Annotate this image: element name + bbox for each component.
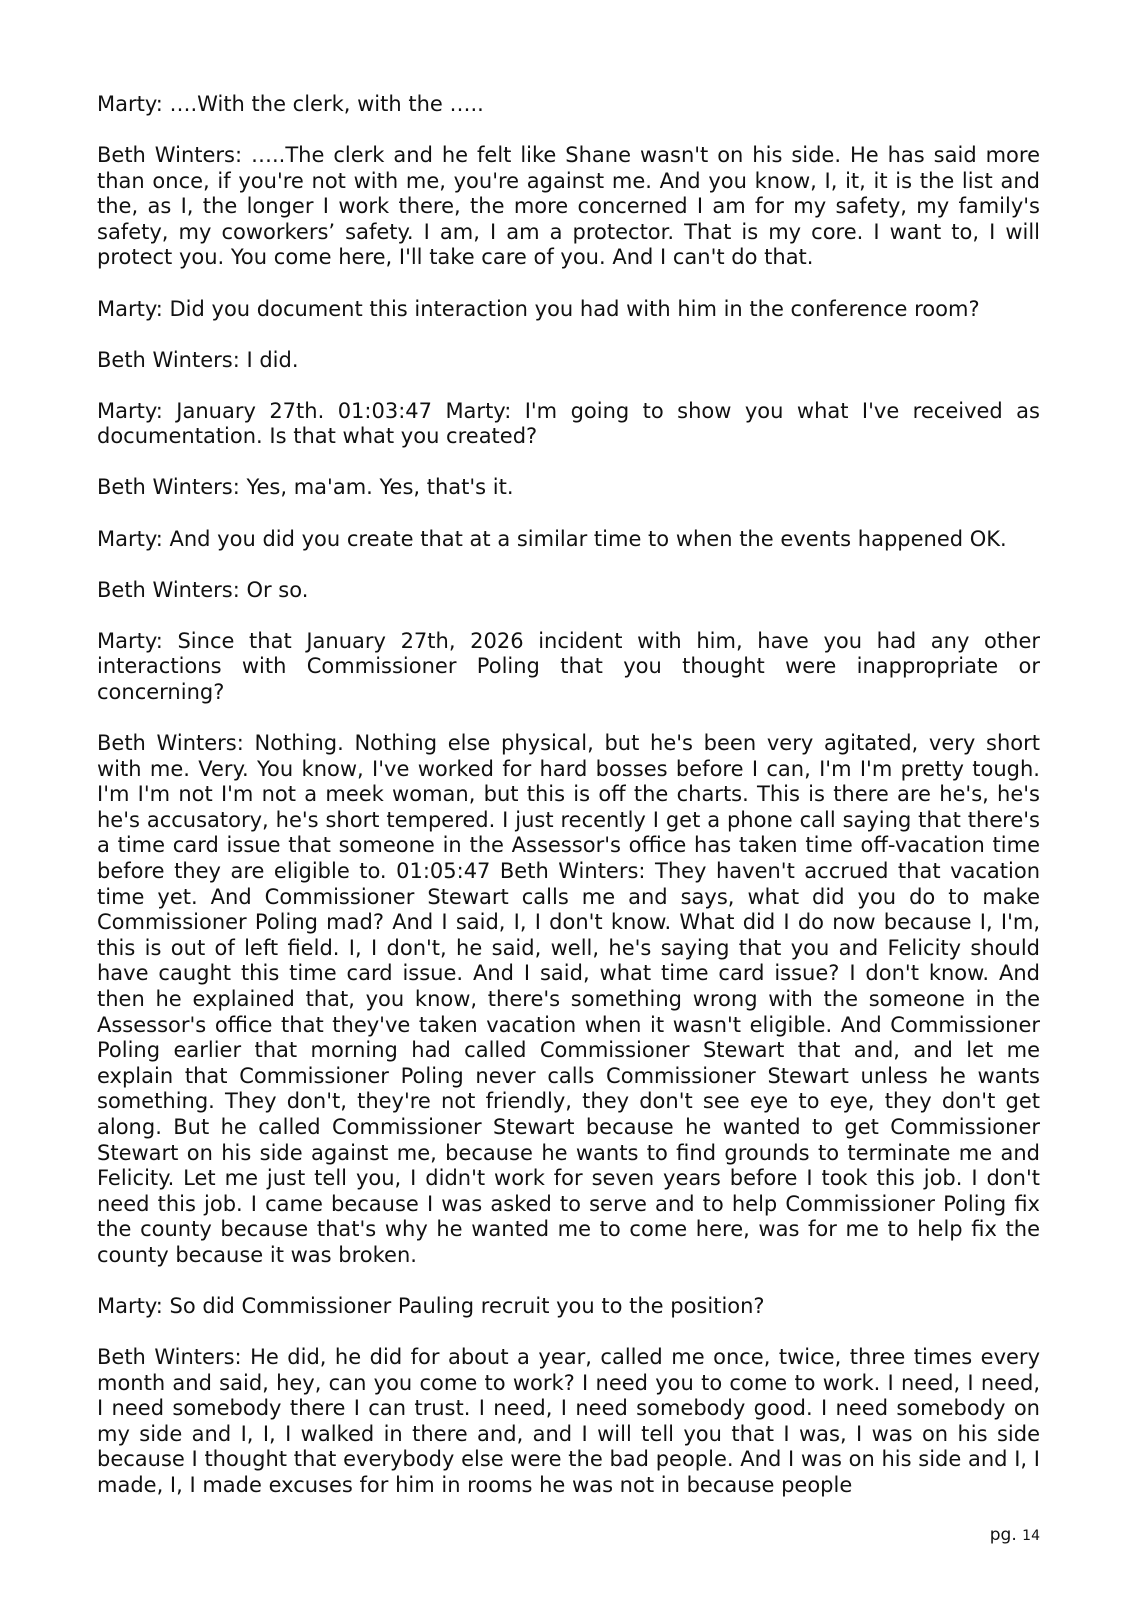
transcript-paragraph: Marty: Did you document this interaction you had with him in the conference room? [97,296,980,321]
transcript-paragraph: Beth Winters: Yes, ma'am. Yes, that's it. [97,475,514,500]
transcript-paragraph: Beth Winters: Nothing. Nothing else physical, but he's been very agitated, very short with me. Very. You know, I've worked for hard bosses before I can, I'm I'm pretty tough. I'm I'm not I'm not a meek woman, but this is off the charts. This is there are he's, he's he's accusatory, he's short tempered. I just recently I get a phone call saying that there's a time card issue that someone in the Assessor's office has taken time off-vacation time before they are eligible to. 01:05:47 Beth Winters: They haven't accrued that vacation time yet. And Commissioner Stewart calls me and says, what did you do to make Commissioner Poling mad? And I said, I, I don't know. What did I do now because I, I'm, this is out of left field. I, I don't, he said, well, he's saying that you and Felicity should have caught this time card issue. And I said, what time card issue? I don't know. And then he explained that, you know, there's something wrong with the someone in the Assessor's office that they've taken vacation when it wasn't eligible. And Commissioner Poling earlier that morning had called Commissioner Stewart that and, and let me explain that Commissioner Poling never calls Commissioner Stewart unless he wants something. They don't, they're not friendly, they don't see eye to eye, they don't get along. But he called Commissioner Stewart because he wanted to get Commissioner Stewart on his side against me, because he wants to find grounds to terminate me and Felicity. Let me just tell you, I didn't work for seven years before I took this job. I don't need this job. I came because I was asked to serve and to help Commissioner Poling fix the county because that's why he wanted me to come here, was for me to help fix the county because it was broken. [97,731,1040,1267]
page-footer [990,1525,1040,1545]
page-label: pg. [989,1525,1017,1545]
transcript-paragraph: Beth Winters: He did, he did for about a year, called me once, twice, three times every month and said, hey, can you come to work? I need you to come to work. I need, I need, I need somebody there I can trust. I need, I need somebody good. I need somebody on my side and I, I, I walked in there and, and I will tell you that I was, I was on his side because I thought that everybody else were the bad people. And I was on his side and I, I made, I, I made excuses for him in rooms he was not in because people [97,1345,1040,1498]
page-number: 14 [1022,1528,1040,1544]
transcript-paragraph: Marty: Since that January 27th, 2026 incident with him, have you had any other interactions with Commissioner Poling that you thought were inappropriate or concerning? [97,628,1040,704]
transcript-paragraph: Marty: And you did you create that at a similar time to when the events happened OK. [97,526,1007,551]
transcript-paragraph: Marty: January 27th. 01:03:47 Marty: I'm going to show you what I've received as documentation. Is that what you created? [97,398,1040,449]
transcript-paragraph: Marty: ….With the clerk, with the ….. [97,92,484,116]
transcript-paragraph: Beth Winters: Or so. [97,577,309,602]
transcript-paragraph: Marty: So did Commissioner Pauling recruit you to the position? [97,1293,765,1318]
transcript-body [97,92,1040,1499]
transcript-paragraph: Beth Winters: …..The clerk and he felt like Shane wasn't on his side. He has said more than once, if you're not with me, you're against me. And you know, I, it, it is the list and the, as I, the longer I work there, the more concerned I am for my safety, my family's safety, my coworkers’ safety. I am, I am a protector. That is my core. I want to, I will protect you. You come here, I'll take care of you. And I can't do that. [97,143,1040,270]
transcript-paragraph: Beth Winters: I did. [97,347,299,372]
